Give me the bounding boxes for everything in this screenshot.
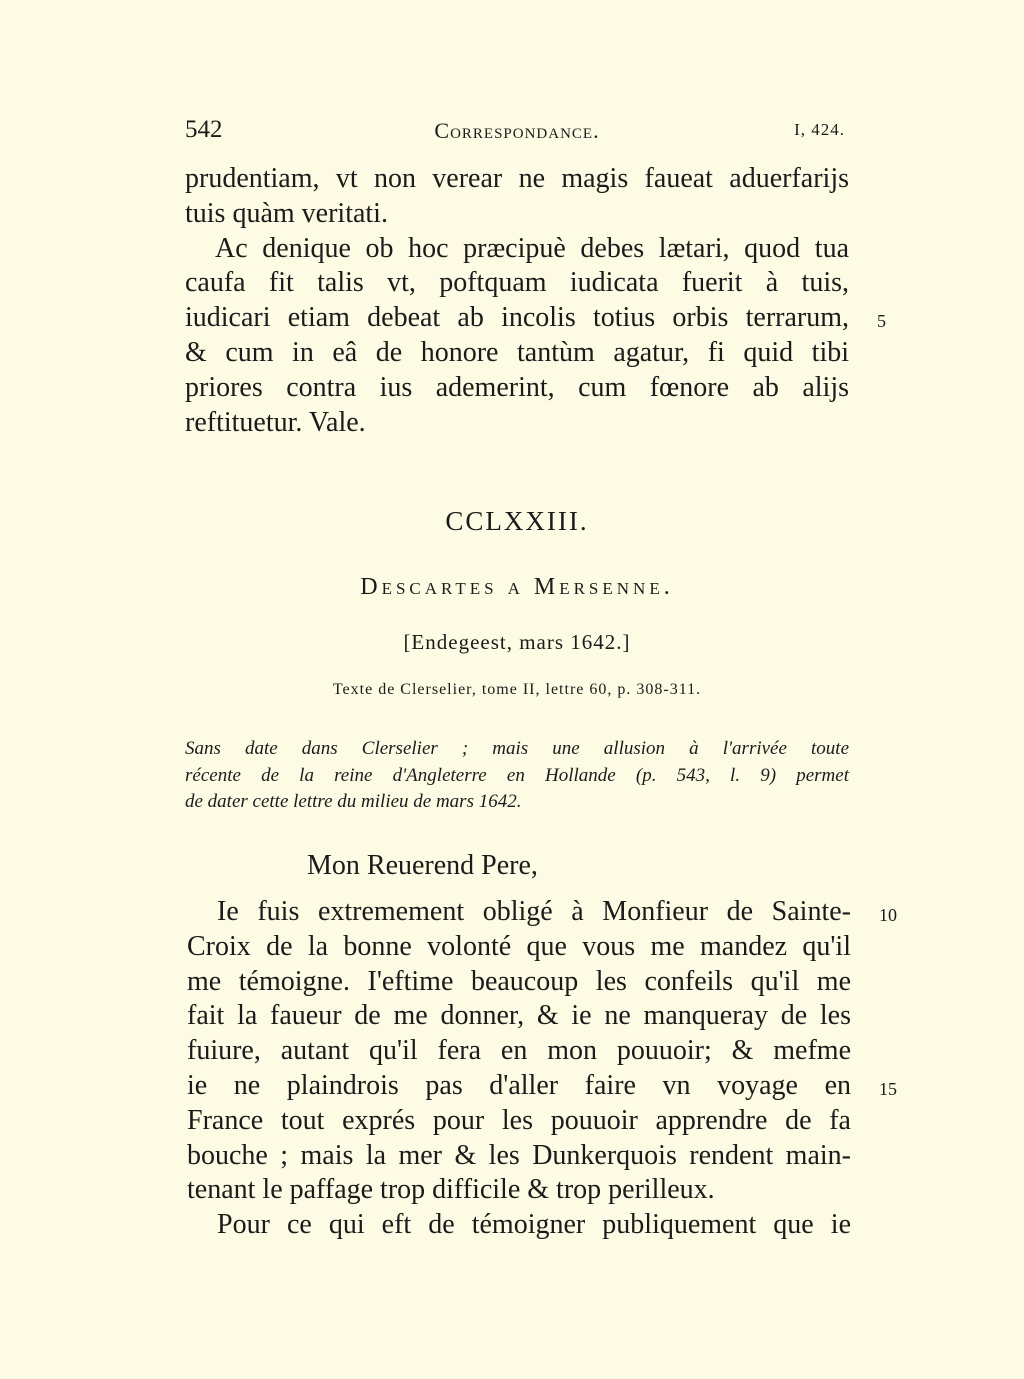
text-line: priores contra ius ademerint, cum fœnore ab alijs: [185, 371, 849, 403]
previous-letter-text: [185, 162, 886, 440]
text-line: fuiure, autant qu'il fera en mon pouuoir; & mefme: [187, 1035, 851, 1067]
text-line: iudicari etiam debeat ab incolis totius orbis terrarum, 5: [185, 301, 849, 336]
editor-note-line: récente de la reine d'Angleterre en Hollande (p. 543, l. 9) permet: [185, 764, 849, 786]
letter-body-text: [187, 895, 897, 1243]
margin-line-number: 15: [879, 1078, 897, 1099]
text-line: & cum in eâ de honore tantùm agatur, fi quid tibi: [185, 336, 849, 368]
editor-note-line: Sans date dans Clerselier ; mais une allusion à l'arrivée toute: [185, 738, 849, 759]
page-header: [185, 116, 849, 146]
text-line: tenant le paffage trop difficile & trop perilleux.: [187, 1174, 715, 1206]
letter-place-date: [Endegeest, mars 1642.]: [403, 630, 631, 654]
text-line: prudentiam, vt non verear ne magis faueat aduerfarijs: [185, 163, 849, 194]
editor-note-line: de dater cette lettre du milieu de mars 1642.: [185, 791, 522, 813]
text-line: Ac denique ob hoc præcipuè debes lætari, quod tua: [215, 232, 849, 264]
text-line: Pour ce qui eft de témoigner publiquement que ie: [217, 1209, 851, 1241]
page-number: 542: [185, 116, 223, 143]
margin-line-number: 10: [879, 905, 897, 925]
text-line: Ie fuis extremement obligé à Monfieur de Sainte- 10: [187, 895, 851, 930]
source-note: Texte de Clerselier, tome II, lettre 60, p. 308-311.: [332, 681, 702, 698]
margin-line-number: 5: [877, 311, 886, 332]
text-line: France tout exprés pour les pouuoir apprendre de fa: [187, 1104, 851, 1136]
text-line: caufa fit talis vt, poftquam iudicata fuerit à tuis,: [185, 267, 849, 299]
text-line: fait la faueur de me donner, & ie ne manqueray de les: [187, 1000, 851, 1032]
volume-reference: I, 424.: [794, 120, 845, 139]
text-line: bouche ; mais la mer & les Dunkerquois rendent main-: [187, 1139, 851, 1171]
letter-number: CCLXXIII.: [445, 506, 589, 536]
text-line: Croix de la bonne volonté que vous me mandez qu'il: [187, 930, 851, 962]
text-line: ie ne plaindrois pas d'aller faire vn voyage en 15: [187, 1069, 851, 1104]
text-line: reftituetur. Vale.: [185, 406, 366, 438]
text-line: me témoigne. I'eftime beaucoup les confeils qu'il me: [187, 965, 851, 997]
salutation: Mon Reuerend Pere,: [307, 850, 538, 881]
letter-heading: Descartes a Mersenne.: [360, 574, 674, 600]
running-title: Correspondance.: [434, 118, 600, 143]
editor-note: [185, 736, 849, 816]
text-line: tuis quàm veritati.: [185, 197, 388, 229]
